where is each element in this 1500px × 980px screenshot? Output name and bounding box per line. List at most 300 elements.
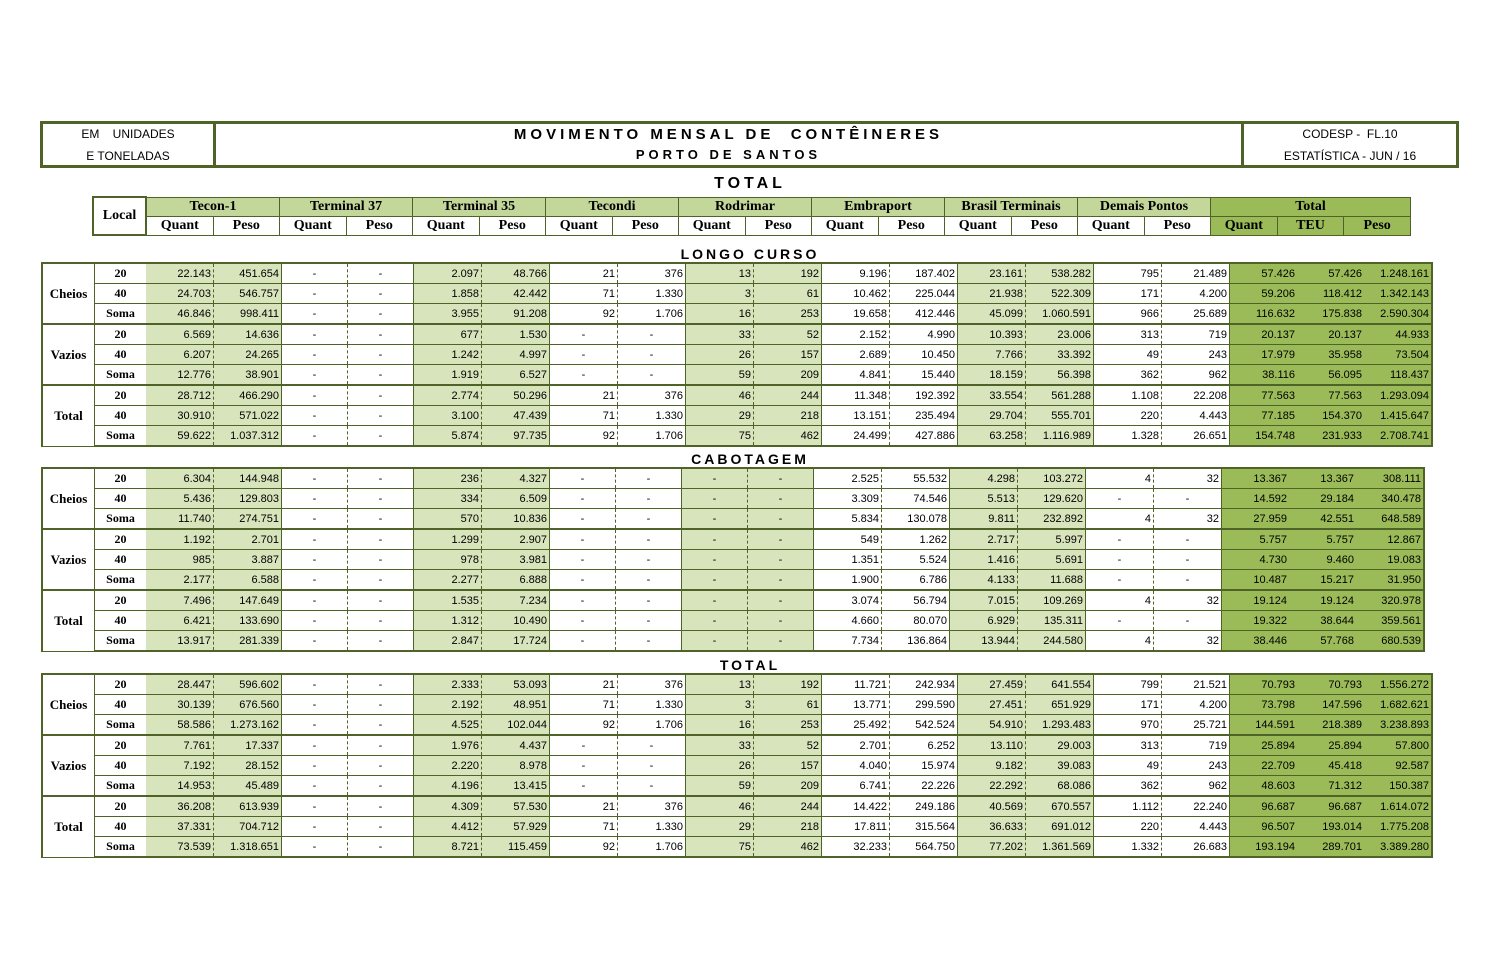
table-cell: - bbox=[682, 570, 748, 591]
table-cell: 209 bbox=[754, 365, 822, 386]
table-cell: - bbox=[1154, 550, 1222, 570]
table-cell: 274.751 bbox=[214, 509, 282, 530]
table-cell: - bbox=[348, 695, 414, 715]
table-cell: - bbox=[282, 776, 348, 797]
table-cell: 1.535 bbox=[414, 590, 482, 611]
table-cell: 2.774 bbox=[414, 385, 482, 406]
table-cell: 21 bbox=[550, 674, 618, 695]
section-table bbox=[41, 467, 1425, 652]
table-cell: 7.734 bbox=[814, 631, 882, 652]
table-cell: 9.196 bbox=[822, 263, 890, 284]
table-row bbox=[42, 509, 1424, 530]
table-cell: 670.557 bbox=[1026, 796, 1094, 817]
column-subheader: Peso bbox=[213, 216, 280, 235]
table-row bbox=[42, 529, 1424, 550]
section-table bbox=[41, 262, 1433, 447]
table-cell: - bbox=[618, 345, 686, 365]
table-cell: - bbox=[348, 611, 414, 631]
section-title: LONGO CURSO bbox=[680, 246, 820, 262]
table-cell: 129.803 bbox=[214, 489, 282, 509]
table-cell: 20.137 bbox=[1297, 324, 1364, 345]
table-cell: 5.834 bbox=[814, 509, 882, 530]
table-cell: 209 bbox=[754, 776, 822, 797]
table-cell: 2.847 bbox=[414, 631, 482, 652]
row-size-label: 20 bbox=[95, 324, 147, 345]
table-cell: 4.040 bbox=[822, 756, 890, 776]
table-cell: 193.014 bbox=[1297, 817, 1364, 837]
table-cell: - bbox=[348, 674, 414, 695]
table-cell: 116.632 bbox=[1230, 304, 1298, 325]
table-cell: 4 bbox=[1086, 468, 1154, 489]
table-cell: 243 bbox=[1162, 345, 1230, 365]
table-cell: 315.564 bbox=[890, 817, 958, 837]
table-cell: 6.888 bbox=[482, 570, 550, 591]
title-box bbox=[216, 124, 1241, 165]
table-cell: 26 bbox=[686, 756, 754, 776]
table-cell: - bbox=[282, 426, 348, 447]
row-size-label: 20 bbox=[95, 796, 147, 817]
table-cell: 1.242 bbox=[414, 345, 482, 365]
row-size-label: Soma bbox=[95, 837, 147, 858]
table-cell: 5.691 bbox=[1018, 550, 1086, 570]
table-cell: - bbox=[282, 406, 348, 426]
table-cell: 59.622 bbox=[146, 426, 214, 447]
table-cell: 28.447 bbox=[146, 674, 214, 695]
table-cell: 313 bbox=[1094, 324, 1162, 345]
table-cell: 4 bbox=[1086, 631, 1154, 652]
table-cell: 92.587 bbox=[1364, 756, 1432, 776]
table-cell: 564.750 bbox=[890, 837, 958, 858]
table-cell: 1.328 bbox=[1094, 426, 1162, 447]
table-cell: 144.591 bbox=[1230, 715, 1298, 736]
table-cell: 8.721 bbox=[414, 837, 482, 858]
column-subheader: Quant bbox=[945, 216, 1012, 235]
table-cell: 102.044 bbox=[482, 715, 550, 736]
table-cell: 1.312 bbox=[414, 611, 482, 631]
table-cell: 1.342.143 bbox=[1364, 284, 1432, 304]
table-cell: 3.238.893 bbox=[1364, 715, 1432, 736]
table-cell: 249.186 bbox=[890, 796, 958, 817]
table-cell: 719 bbox=[1162, 735, 1230, 756]
table-cell: - bbox=[348, 837, 414, 858]
table-cell: 1.248.161 bbox=[1364, 263, 1432, 284]
table-cell: 680.539 bbox=[1356, 631, 1424, 652]
table-cell: - bbox=[282, 817, 348, 837]
table-cell: 4 bbox=[1086, 590, 1154, 611]
table-cell: 13.771 bbox=[822, 695, 890, 715]
table-cell: 1.318.651 bbox=[214, 837, 282, 858]
table-cell: 542.524 bbox=[890, 715, 958, 736]
table-cell: 1.530 bbox=[482, 324, 550, 345]
table-cell: 3.100 bbox=[414, 406, 482, 426]
table-cell: 42.551 bbox=[1289, 509, 1356, 530]
table-cell: 80.070 bbox=[882, 611, 950, 631]
table-cell: 32 bbox=[1154, 631, 1222, 652]
table-cell: - bbox=[550, 590, 616, 611]
table-cell: - bbox=[282, 631, 348, 652]
table-cell: 27.459 bbox=[958, 674, 1026, 695]
table-cell: 96.687 bbox=[1230, 796, 1298, 817]
table-cell: 376 bbox=[618, 263, 686, 284]
table-cell: 522.309 bbox=[1026, 284, 1094, 304]
table-cell: 30.139 bbox=[146, 695, 214, 715]
table-cell: 192.392 bbox=[890, 385, 958, 406]
table-cell: 29.003 bbox=[1026, 735, 1094, 756]
table-cell: 29.704 bbox=[958, 406, 1026, 426]
table-cell: 799 bbox=[1094, 674, 1162, 695]
table-cell: - bbox=[282, 756, 348, 776]
row-size-label: 40 bbox=[95, 489, 147, 509]
table-cell: 412.446 bbox=[890, 304, 958, 325]
table-cell: 10.393 bbox=[958, 324, 1026, 345]
table-cell: - bbox=[282, 695, 348, 715]
table-cell: 56.398 bbox=[1026, 365, 1094, 386]
table-cell: 71.312 bbox=[1297, 776, 1364, 797]
column-subheader: Peso bbox=[1144, 216, 1211, 235]
table-cell: 38.446 bbox=[1222, 631, 1290, 652]
table-cell: 171 bbox=[1094, 284, 1162, 304]
table-cell: 21.938 bbox=[958, 284, 1026, 304]
table-cell: 7.192 bbox=[146, 756, 214, 776]
table-cell: - bbox=[550, 550, 616, 570]
table-cell: 2.907 bbox=[482, 529, 550, 550]
table-cell: 13.151 bbox=[822, 406, 890, 426]
table-cell: 97.735 bbox=[482, 426, 550, 447]
table-row bbox=[42, 263, 1432, 284]
table-cell: 71 bbox=[550, 284, 618, 304]
table-cell: 42.442 bbox=[482, 284, 550, 304]
table-row bbox=[42, 304, 1432, 325]
table-cell: 2.192 bbox=[414, 695, 482, 715]
table-cell: 4.309 bbox=[414, 796, 482, 817]
table-cell: - bbox=[550, 776, 618, 797]
table-cell: 1.682.621 bbox=[1364, 695, 1432, 715]
table-cell: 57.530 bbox=[482, 796, 550, 817]
table-cell: - bbox=[616, 468, 682, 489]
table-cell: 7.234 bbox=[482, 590, 550, 611]
table-cell: - bbox=[282, 570, 348, 591]
table-cell: - bbox=[616, 611, 682, 631]
table-row bbox=[42, 426, 1432, 447]
table-cell: 3.981 bbox=[482, 550, 550, 570]
table-cell: 376 bbox=[618, 674, 686, 695]
table-cell: - bbox=[282, 304, 348, 325]
table-cell: 26 bbox=[686, 345, 754, 365]
table-cell: 147.649 bbox=[214, 590, 282, 611]
table-cell: 32 bbox=[1154, 468, 1222, 489]
table-cell: 52 bbox=[754, 324, 822, 345]
table-cell: 25.492 bbox=[822, 715, 890, 736]
row-size-label: 20 bbox=[95, 385, 147, 406]
table-cell: 3.389.280 bbox=[1364, 837, 1432, 858]
table-cell: 704.712 bbox=[214, 817, 282, 837]
table-cell: 1.976 bbox=[414, 735, 482, 756]
table-cell: - bbox=[618, 324, 686, 345]
table-cell: 218.389 bbox=[1297, 715, 1364, 736]
table-cell: - bbox=[282, 796, 348, 817]
row-size-label: 40 bbox=[95, 284, 147, 304]
column-group-header: Embraport bbox=[812, 197, 945, 216]
table-cell: - bbox=[282, 590, 348, 611]
table-cell: 571.022 bbox=[214, 406, 282, 426]
column-subheader: Quant bbox=[146, 216, 213, 235]
table-cell: 14.953 bbox=[146, 776, 214, 797]
table-cell: 1.299 bbox=[414, 529, 482, 550]
table-cell: 2.220 bbox=[414, 756, 482, 776]
table-cell: 5.874 bbox=[414, 426, 482, 447]
column-group-header: Tecondi bbox=[546, 197, 679, 216]
table-row bbox=[42, 817, 1432, 837]
table-cell: 5.436 bbox=[146, 489, 214, 509]
table-cell: 1.706 bbox=[618, 715, 686, 736]
table-cell: 308.111 bbox=[1356, 468, 1424, 489]
table-cell: 1.706 bbox=[618, 304, 686, 325]
table-row bbox=[42, 715, 1432, 736]
table-cell: 22.208 bbox=[1162, 385, 1230, 406]
table-cell: 28.712 bbox=[146, 385, 214, 406]
row-group-label: Cheios bbox=[42, 468, 95, 529]
table-cell: - bbox=[618, 776, 686, 797]
table-cell: - bbox=[1086, 489, 1154, 509]
table-cell: 4.327 bbox=[482, 468, 550, 489]
row-size-label: 20 bbox=[95, 529, 147, 550]
table-cell: 359.561 bbox=[1356, 611, 1424, 631]
table-cell: 376 bbox=[618, 796, 686, 817]
table-cell: - bbox=[1086, 529, 1154, 550]
table-cell: 96.687 bbox=[1297, 796, 1364, 817]
table-cell: 13.110 bbox=[958, 735, 1026, 756]
table-cell: - bbox=[348, 570, 414, 591]
table-cell: 9.811 bbox=[950, 509, 1018, 530]
table-cell: - bbox=[748, 509, 814, 530]
table-cell: 13.917 bbox=[146, 631, 214, 652]
table-cell: - bbox=[616, 489, 682, 509]
table-row bbox=[42, 489, 1424, 509]
table-cell: - bbox=[550, 365, 618, 386]
column-subheader: Peso bbox=[479, 216, 546, 235]
table-cell: 23.161 bbox=[958, 263, 1026, 284]
table-cell: - bbox=[282, 385, 348, 406]
table-cell: 231.933 bbox=[1297, 426, 1364, 447]
table-cell: 92 bbox=[550, 304, 618, 325]
table-cell: 92 bbox=[550, 426, 618, 447]
table-cell: 795 bbox=[1094, 263, 1162, 284]
table-cell: - bbox=[1086, 570, 1154, 591]
row-group-label: Vazios bbox=[42, 324, 95, 385]
table-cell: 26.651 bbox=[1162, 426, 1230, 447]
column-subheader: Peso bbox=[612, 216, 679, 235]
table-cell: 2.097 bbox=[414, 263, 482, 284]
table-cell: 7.761 bbox=[146, 735, 214, 756]
row-size-label: Soma bbox=[95, 304, 147, 325]
table-cell: 29.184 bbox=[1289, 489, 1356, 509]
table-row bbox=[42, 345, 1432, 365]
table-cell: 427.886 bbox=[890, 426, 958, 447]
table-row bbox=[42, 365, 1432, 386]
table-cell: 63.258 bbox=[958, 426, 1026, 447]
table-cell: 1.293.094 bbox=[1364, 385, 1432, 406]
table-cell: 253 bbox=[754, 304, 822, 325]
table-row bbox=[42, 284, 1432, 304]
row-group-label: Total bbox=[42, 590, 95, 651]
table-cell: 978 bbox=[414, 550, 482, 570]
table-cell: - bbox=[1154, 489, 1222, 509]
table-cell: 10.487 bbox=[1222, 570, 1290, 591]
table-cell: 362 bbox=[1094, 776, 1162, 797]
table-cell: 1.919 bbox=[414, 365, 482, 386]
table-cell: 4.660 bbox=[814, 611, 882, 631]
table-cell: - bbox=[550, 756, 618, 776]
table-cell: - bbox=[748, 631, 814, 652]
table-cell: 11.740 bbox=[146, 509, 214, 530]
table-cell: 37.331 bbox=[146, 817, 214, 837]
table-cell: 362 bbox=[1094, 365, 1162, 386]
section-title: CABOTAGEM bbox=[691, 451, 809, 467]
table-cell: - bbox=[348, 817, 414, 837]
table-cell: 299.590 bbox=[890, 695, 958, 715]
table-cell: 13.367 bbox=[1289, 468, 1356, 489]
table-cell: 70.793 bbox=[1297, 674, 1364, 695]
table-cell: 6.421 bbox=[146, 611, 214, 631]
table-cell: 549 bbox=[814, 529, 882, 550]
table-cell: 73.798 bbox=[1230, 695, 1298, 715]
row-size-label: 40 bbox=[95, 550, 147, 570]
table-cell: 12.776 bbox=[146, 365, 214, 386]
table-cell: 320.978 bbox=[1356, 590, 1424, 611]
table-cell: 17.811 bbox=[822, 817, 890, 837]
table-cell: 1.706 bbox=[618, 426, 686, 447]
table-cell: 4 bbox=[1086, 509, 1154, 530]
column-group-header: Total bbox=[1211, 197, 1411, 216]
column-subheader: Peso bbox=[346, 216, 413, 235]
table-cell: 1.556.272 bbox=[1364, 674, 1432, 695]
section-table bbox=[41, 673, 1433, 858]
table-cell: 1.332 bbox=[1094, 837, 1162, 858]
table-cell: 1.351 bbox=[814, 550, 882, 570]
table-cell: 22.709 bbox=[1230, 756, 1298, 776]
table-cell: 33 bbox=[686, 735, 754, 756]
row-size-label: 20 bbox=[95, 468, 147, 489]
table-cell: - bbox=[282, 509, 348, 530]
column-group-header: Brasil Terminais bbox=[945, 197, 1078, 216]
table-cell: 30.910 bbox=[146, 406, 214, 426]
column-subheader: Peso bbox=[1344, 216, 1411, 235]
table-cell: 962 bbox=[1162, 776, 1230, 797]
table-cell: 74.546 bbox=[882, 489, 950, 509]
table-cell: - bbox=[282, 735, 348, 756]
table-cell: 33.392 bbox=[1026, 345, 1094, 365]
sheet-period: ESTATÍSTICA - JUN / 16 bbox=[1283, 148, 1417, 163]
row-group-label: Cheios bbox=[42, 263, 95, 324]
table-cell: 6.569 bbox=[146, 324, 214, 345]
table-cell: - bbox=[282, 345, 348, 365]
table-cell: 13 bbox=[686, 263, 754, 284]
table-cell: 115.459 bbox=[482, 837, 550, 858]
table-cell: 59 bbox=[686, 776, 754, 797]
table-cell: 340.478 bbox=[1356, 489, 1424, 509]
row-group-label: Total bbox=[42, 796, 95, 857]
table-cell: - bbox=[348, 324, 414, 345]
row-group-label: Total bbox=[42, 385, 95, 446]
row-size-label: 40 bbox=[95, 695, 147, 715]
table-cell: - bbox=[282, 715, 348, 736]
table-title: TOTAL bbox=[714, 175, 786, 192]
table-cell: 596.602 bbox=[214, 674, 282, 695]
column-subheader: Quant bbox=[413, 216, 480, 235]
table-cell: 73.539 bbox=[146, 837, 214, 858]
table-row bbox=[42, 324, 1432, 345]
table-cell: - bbox=[550, 324, 618, 345]
column-group-header: Rodrimar bbox=[679, 197, 812, 216]
table-cell: 24.265 bbox=[214, 345, 282, 365]
table-cell: 1.614.072 bbox=[1364, 796, 1432, 817]
table-cell: 154.370 bbox=[1297, 406, 1364, 426]
table-cell: 462 bbox=[754, 837, 822, 858]
table-cell: 6.527 bbox=[482, 365, 550, 386]
table-cell: 59.206 bbox=[1230, 284, 1298, 304]
table-cell: 53.093 bbox=[482, 674, 550, 695]
table-row bbox=[42, 611, 1424, 631]
table-cell: 218 bbox=[754, 406, 822, 426]
table-cell: 29 bbox=[686, 817, 754, 837]
table-cell: 334 bbox=[414, 489, 482, 509]
table-cell: - bbox=[348, 345, 414, 365]
table-cell: 38.116 bbox=[1230, 365, 1298, 386]
table-cell: 11.688 bbox=[1018, 570, 1086, 591]
table-cell: 77.185 bbox=[1230, 406, 1298, 426]
table-cell: - bbox=[550, 345, 618, 365]
column-subheader: Quant bbox=[280, 216, 347, 235]
table-cell: 6.929 bbox=[950, 611, 1018, 631]
table-cell: 6.509 bbox=[482, 489, 550, 509]
table-cell: 3 bbox=[686, 695, 754, 715]
column-group-header: Demais Pontos bbox=[1078, 197, 1211, 216]
table-cell: 1.273.162 bbox=[214, 715, 282, 736]
table-cell: 613.939 bbox=[214, 796, 282, 817]
table-cell: 3.887 bbox=[214, 550, 282, 570]
table-cell: 58.586 bbox=[146, 715, 214, 736]
table-cell: 71 bbox=[550, 695, 618, 715]
table-cell: 1.262 bbox=[882, 529, 950, 550]
table-cell: 45.418 bbox=[1297, 756, 1364, 776]
sheet-code: CODESP - FL.10 bbox=[1302, 126, 1398, 141]
table-cell: 546.757 bbox=[214, 284, 282, 304]
table-cell: 4.841 bbox=[822, 365, 890, 386]
table-cell: 5.513 bbox=[950, 489, 1018, 509]
table-cell: 538.282 bbox=[1026, 263, 1094, 284]
table-cell: 144.948 bbox=[214, 468, 282, 489]
table-cell: 27.451 bbox=[958, 695, 1026, 715]
column-subheader: Quant bbox=[1211, 216, 1278, 235]
table-cell: 47.439 bbox=[482, 406, 550, 426]
table-cell: 25.721 bbox=[1162, 715, 1230, 736]
table-cell: 49 bbox=[1094, 756, 1162, 776]
table-cell: - bbox=[282, 837, 348, 858]
table-cell: 57.800 bbox=[1364, 735, 1432, 756]
table-cell: - bbox=[348, 509, 414, 530]
units-box bbox=[43, 124, 216, 165]
table-cell: 3.309 bbox=[814, 489, 882, 509]
row-size-label: 20 bbox=[95, 590, 147, 611]
table-cell: 9.182 bbox=[958, 756, 1026, 776]
table-cell: 24.499 bbox=[822, 426, 890, 447]
table-cell: 1.330 bbox=[618, 284, 686, 304]
row-size-label: 40 bbox=[95, 817, 147, 837]
table-cell: - bbox=[682, 468, 748, 489]
table-cell: 38.644 bbox=[1289, 611, 1356, 631]
table-cell: - bbox=[348, 756, 414, 776]
table-cell: 71 bbox=[550, 406, 618, 426]
